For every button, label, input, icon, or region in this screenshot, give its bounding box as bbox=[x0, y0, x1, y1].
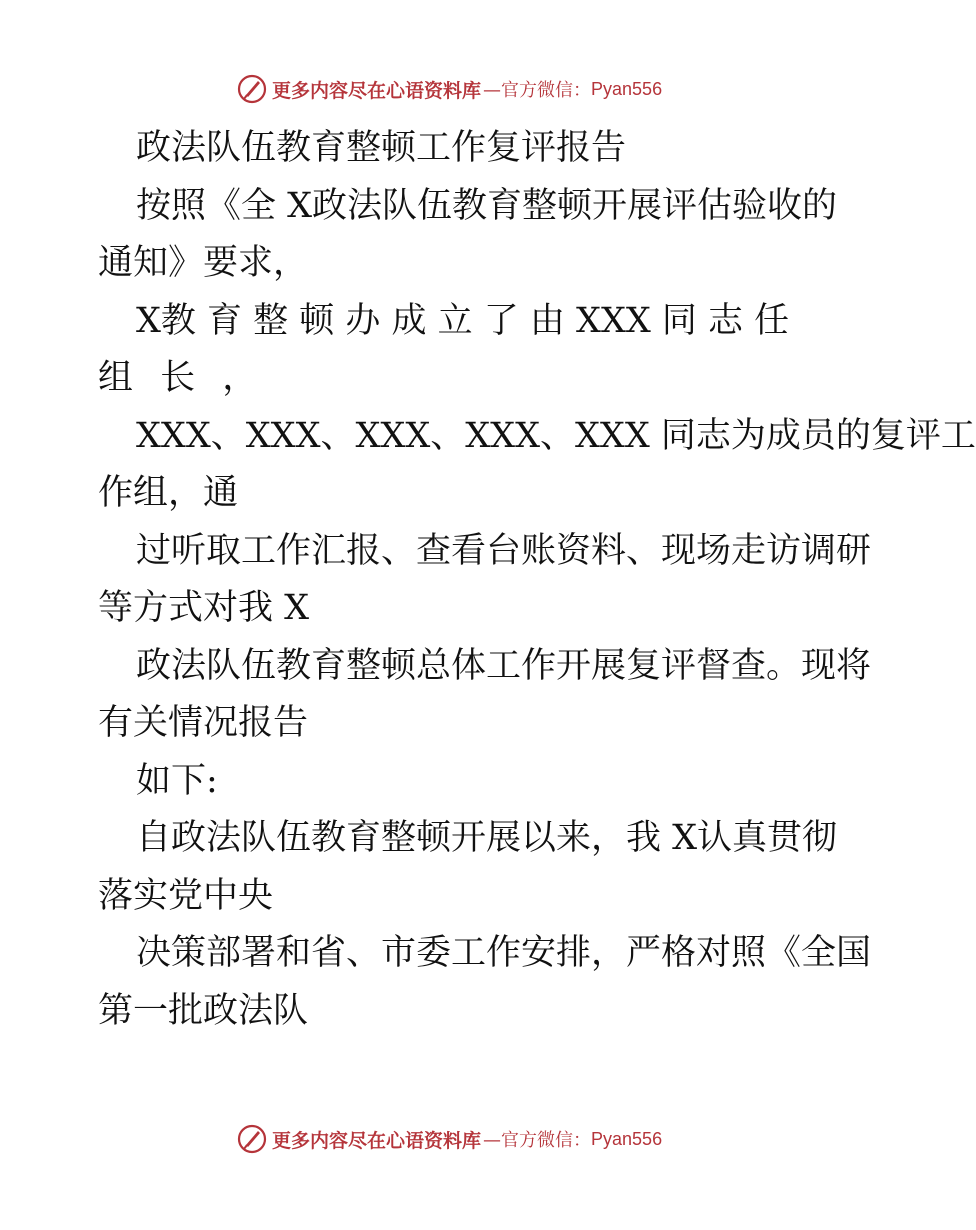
paragraph-line: XXX、XXX、XXX、XXX、XXX 同志为成员的复评工 bbox=[136, 415, 976, 456]
quill-logo-icon bbox=[236, 1123, 268, 1155]
watermark-footer bbox=[236, 1122, 716, 1156]
watermark-sub-text: —官方微信： bbox=[483, 1130, 592, 1151]
paragraph-line: 通知》要求， bbox=[98, 243, 309, 283]
document-body bbox=[98, 120, 976, 1040]
watermark-sub-text: —官方微信： bbox=[483, 80, 592, 101]
watermark-main-text: 更多内容尽在心语资料库 bbox=[272, 1129, 482, 1152]
paragraph-line: 落实党中央 bbox=[98, 875, 274, 916]
paragraph-line: 有关情况报告 bbox=[98, 703, 309, 743]
paragraph-line: 如下: bbox=[136, 760, 218, 801]
watermark-main-text: 更多内容尽在心语资料库 bbox=[272, 79, 482, 102]
paragraph-line: 自政法队伍教育整顿开展以来，我 X认真贯彻 bbox=[136, 818, 838, 858]
paragraph-line: X教 育 整 顿 办 成 立 了 由 XXX 同 志 任 bbox=[136, 300, 790, 341]
paragraph-line: 作组，通 bbox=[98, 473, 239, 513]
paragraph-line: 组 长 ， bbox=[98, 358, 266, 398]
document-title: 政法队伍教育整顿工作复评报告 bbox=[136, 128, 627, 168]
paragraph-line: 决策部署和省、市委工作安排，严格对照《全国 bbox=[136, 933, 872, 973]
paragraph-line: 按照《全 X政法队伍教育整顿开展评估验收的 bbox=[136, 185, 838, 226]
paragraph-line: 过听取工作汇报、查看台账资料、现场走访调研 bbox=[136, 530, 872, 571]
paragraph-line: 第一批政法队 bbox=[98, 990, 309, 1031]
watermark-wechat-id: Pyan556 bbox=[591, 1128, 663, 1149]
paragraph-line: 等方式对我 X bbox=[98, 588, 310, 628]
watermark-header bbox=[236, 72, 716, 106]
watermark-wechat-id: Pyan556 bbox=[591, 78, 663, 99]
quill-logo-icon bbox=[236, 73, 268, 105]
paragraph-line: 政法队伍教育整顿总体工作开展复评督查。现将 bbox=[136, 645, 872, 686]
